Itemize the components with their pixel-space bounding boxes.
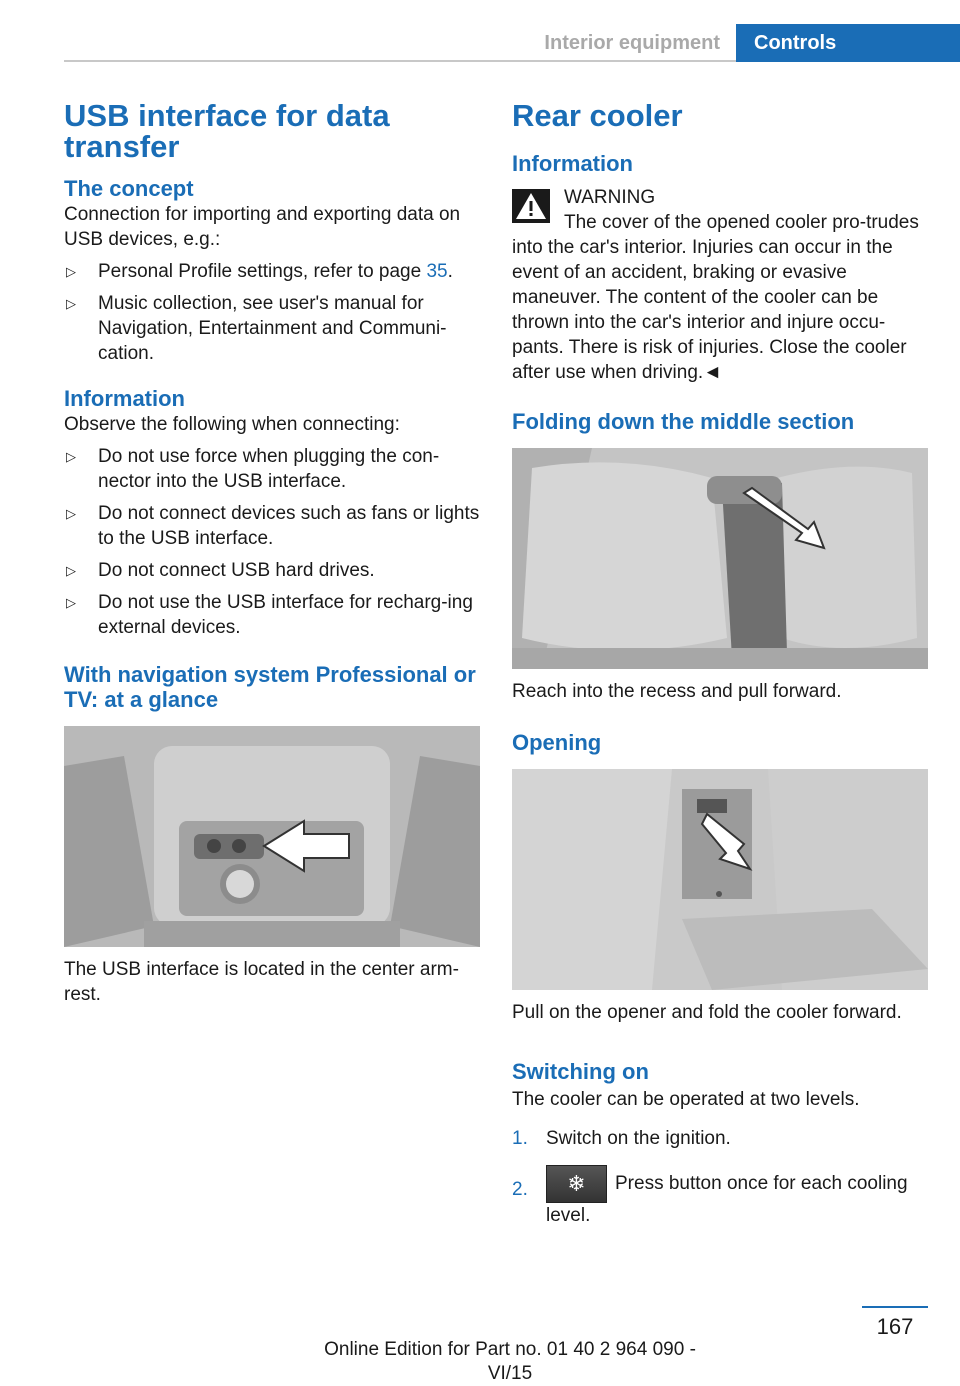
rear-seat-illustration [512, 448, 928, 669]
usb-armrest-photo [64, 726, 480, 947]
header-section: Interior equipment [544, 32, 720, 54]
list-marker-icon: ▷ [66, 296, 76, 311]
page-link[interactable]: 35 [426, 261, 448, 282]
left-column [64, 100, 480, 1007]
fold-caption: Reach into the recess and pull forward. [512, 681, 842, 702]
list-item: ▷ Do not connect USB hard drives. [66, 560, 375, 581]
info-list [64, 444, 480, 640]
footer-rule [862, 1306, 928, 1308]
info-heading: Information [64, 386, 185, 411]
list-marker-icon: ▷ [66, 506, 76, 521]
usb-title: USB interface for data transfer [64, 98, 390, 164]
opening-heading: Opening [512, 730, 602, 755]
switching-on-heading: Switching on [512, 1059, 649, 1084]
list-item: ▷ Do not connect devices such as fans or lights to the USB interface. [66, 503, 480, 549]
list-item: ▷ Do not use force when plugging the con-nector into the USB interface. [66, 446, 440, 492]
opening-caption: Pull on the opener and fold the cooler forward. [512, 1002, 902, 1023]
list-marker-icon: ▷ [66, 595, 76, 610]
step-number: 2. [512, 1179, 528, 1200]
page-number: 167 [876, 1314, 914, 1339]
warning-block [512, 185, 928, 385]
header-chapter-tab: Controls [736, 24, 960, 62]
fold-heading: Folding down the middle section [512, 409, 855, 434]
concept-list [64, 259, 480, 366]
list-item: ▷ Music collection, see user's manual for Navigation, Entertainment and Communi-cation. [66, 293, 447, 364]
cooler-opening-illustration [512, 769, 928, 990]
steps-list [512, 1126, 928, 1228]
list-marker-icon: ▷ [66, 563, 76, 578]
step-item: 2. ❄ Press button once for each cooling level. [512, 1165, 928, 1228]
cooler-opening-photo [512, 769, 928, 990]
step-item: 1. Switch on the ignition. [512, 1128, 731, 1149]
warning-label: WARNING [564, 187, 656, 208]
warning-triangle-icon [512, 189, 550, 223]
armrest-illustration [64, 726, 480, 947]
footer-edition: Online Edition for Part no. 01 40 2 964 090 - VI/15 [324, 1339, 696, 1384]
rear-cooler-title: Rear cooler [512, 98, 683, 133]
middle-section-photo [512, 448, 928, 669]
warning-text: The cover of the opened cooler pro-trudes into the car's interior. Injuries can occur in the event of an accident, braking or evasive maneuver. The content of the cooler can be thrown into the car's interior and injure occu-pants. There is risk of injuries. Close the cooler after use when driving.◄ [512, 212, 919, 383]
usb-photo-caption: The USB interface is located in the center arm-rest. [64, 959, 459, 1005]
concept-text: Connection for importing and exporting data on USB devices, e.g.: [64, 204, 461, 250]
list-marker-icon: ▷ [66, 449, 76, 464]
concept-heading: The concept [64, 176, 194, 201]
list-item: ▷ Do not use the USB interface for recharg-ing external devices. [66, 592, 473, 638]
snowflake-icon: ❄ [546, 1165, 607, 1203]
cooler-info-heading: Information [512, 151, 633, 176]
info-text: Observe the following when connecting: [64, 414, 400, 435]
switching-on-text: The cooler can be operated at two levels. [512, 1089, 860, 1110]
list-marker-icon: ▷ [66, 264, 76, 279]
right-column [512, 100, 928, 1228]
step-number: 1. [512, 1128, 528, 1149]
list-item: ▷ Personal Profile settings, refer to page 35. [66, 261, 453, 282]
nav-heading: With navigation system Professional or TV: at a glance [64, 662, 476, 712]
